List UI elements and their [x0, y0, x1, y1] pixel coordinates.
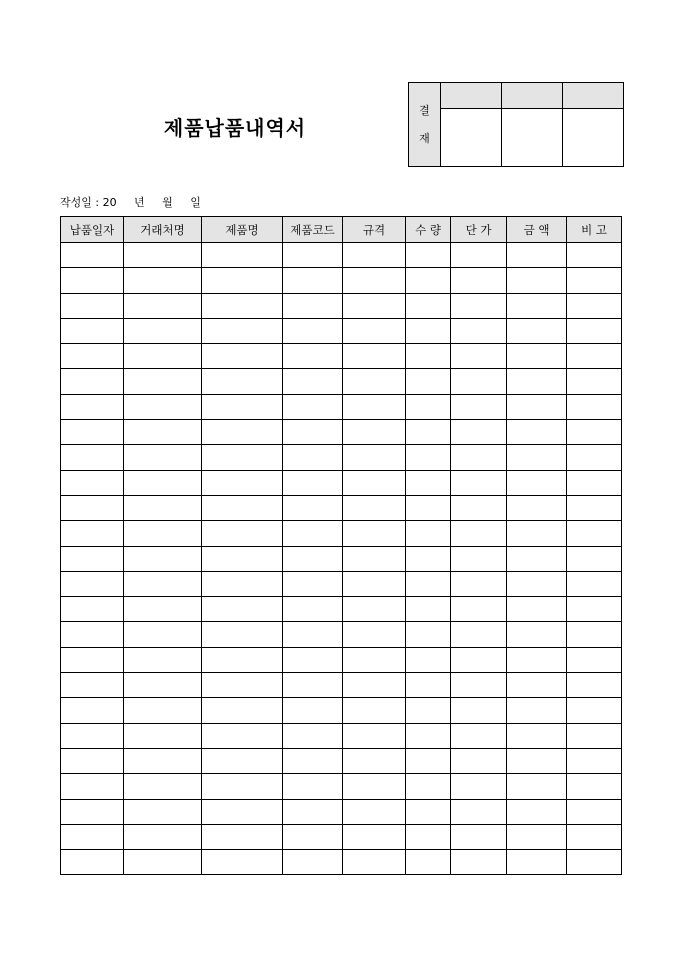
table-cell[interactable]	[567, 293, 622, 318]
table-cell[interactable]	[343, 723, 406, 748]
table-row	[61, 597, 622, 622]
table-cell[interactable]	[61, 673, 124, 698]
table-cell[interactable]	[343, 420, 406, 445]
table-cell[interactable]	[507, 394, 567, 419]
table-row	[61, 495, 622, 520]
table-cell[interactable]	[343, 268, 406, 293]
table-cell[interactable]	[567, 546, 622, 571]
table-cell[interactable]	[61, 850, 124, 875]
table-cell[interactable]	[283, 824, 343, 849]
table-cell[interactable]	[124, 622, 202, 647]
table-cell[interactable]	[202, 318, 283, 343]
table-cell[interactable]	[343, 470, 406, 495]
table-header-row	[61, 217, 622, 243]
table-cell[interactable]	[507, 318, 567, 343]
table-cell[interactable]	[567, 470, 622, 495]
table-cell[interactable]	[343, 293, 406, 318]
table-cell[interactable]	[507, 420, 567, 445]
approval-header-cell	[563, 83, 624, 109]
table-cell[interactable]	[61, 344, 124, 369]
table-cell[interactable]	[283, 521, 343, 546]
table-cell[interactable]	[451, 318, 507, 343]
table-row	[61, 850, 622, 875]
table-cell[interactable]	[61, 622, 124, 647]
table-cell[interactable]	[61, 420, 124, 445]
table-cell[interactable]	[343, 571, 406, 596]
table-cell[interactable]	[451, 673, 507, 698]
table-row	[61, 774, 622, 799]
table-cell[interactable]	[507, 344, 567, 369]
table-cell[interactable]	[451, 268, 507, 293]
table-cell[interactable]	[283, 597, 343, 622]
table-cell[interactable]	[202, 293, 283, 318]
table-cell[interactable]	[406, 420, 451, 445]
table-cell[interactable]	[202, 774, 283, 799]
table-cell[interactable]	[406, 622, 451, 647]
table-cell[interactable]	[124, 420, 202, 445]
table-cell[interactable]	[343, 622, 406, 647]
column-header-delivery-date: 납품일자	[61, 217, 124, 243]
table-cell[interactable]	[61, 293, 124, 318]
table-cell[interactable]	[343, 673, 406, 698]
table-cell[interactable]	[283, 445, 343, 470]
table-cell[interactable]	[451, 647, 507, 672]
table-cell[interactable]	[202, 344, 283, 369]
table-cell[interactable]	[451, 571, 507, 596]
table-cell[interactable]	[202, 521, 283, 546]
table-cell[interactable]	[124, 597, 202, 622]
table-cell[interactable]	[61, 774, 124, 799]
table-cell[interactable]	[406, 824, 451, 849]
table-row	[61, 698, 622, 723]
table-cell[interactable]	[61, 268, 124, 293]
table-cell[interactable]	[406, 445, 451, 470]
table-cell[interactable]	[406, 546, 451, 571]
table-cell[interactable]	[61, 470, 124, 495]
table-cell[interactable]	[451, 748, 507, 773]
table-row	[61, 318, 622, 343]
table-cell[interactable]	[343, 647, 406, 672]
table-cell[interactable]	[406, 394, 451, 419]
table-cell[interactable]	[124, 698, 202, 723]
table-cell[interactable]	[124, 344, 202, 369]
table-cell[interactable]	[343, 369, 406, 394]
table-cell[interactable]	[202, 420, 283, 445]
table-cell[interactable]	[124, 521, 202, 546]
table-cell[interactable]	[507, 369, 567, 394]
table-cell[interactable]	[507, 293, 567, 318]
table-cell[interactable]	[124, 470, 202, 495]
table-cell[interactable]	[202, 445, 283, 470]
table-row	[61, 369, 622, 394]
table-cell[interactable]	[567, 774, 622, 799]
table-cell[interactable]	[61, 723, 124, 748]
table-cell[interactable]	[283, 318, 343, 343]
table-cell[interactable]	[567, 344, 622, 369]
table-cell[interactable]	[507, 723, 567, 748]
table-cell[interactable]	[61, 571, 124, 596]
table-row	[61, 647, 622, 672]
table-cell[interactable]	[343, 318, 406, 343]
table-cell[interactable]	[61, 318, 124, 343]
table-cell[interactable]	[406, 647, 451, 672]
table-cell[interactable]	[124, 850, 202, 875]
table-cell[interactable]	[343, 597, 406, 622]
table-cell[interactable]	[283, 546, 343, 571]
table-cell[interactable]	[451, 799, 507, 824]
table-cell[interactable]	[283, 243, 343, 268]
table-cell[interactable]	[451, 546, 507, 571]
table-cell[interactable]	[567, 495, 622, 520]
table-cell[interactable]	[343, 824, 406, 849]
table-cell[interactable]	[567, 799, 622, 824]
table-cell[interactable]	[406, 723, 451, 748]
table-row	[61, 470, 622, 495]
table-cell[interactable]	[567, 647, 622, 672]
table-cell[interactable]	[124, 748, 202, 773]
table-cell[interactable]	[451, 521, 507, 546]
table-cell[interactable]	[567, 723, 622, 748]
table-cell[interactable]	[567, 243, 622, 268]
table-cell[interactable]	[202, 824, 283, 849]
table-cell[interactable]	[451, 495, 507, 520]
column-header-spec: 규격	[343, 217, 406, 243]
table-cell[interactable]	[283, 394, 343, 419]
table-cell[interactable]	[567, 824, 622, 849]
table-cell[interactable]	[507, 470, 567, 495]
table-cell[interactable]	[451, 850, 507, 875]
table-cell[interactable]	[61, 369, 124, 394]
table-cell[interactable]	[343, 344, 406, 369]
table-cell[interactable]	[283, 293, 343, 318]
table-cell[interactable]	[451, 293, 507, 318]
table-cell[interactable]	[451, 344, 507, 369]
table-cell[interactable]	[406, 268, 451, 293]
table-cell[interactable]	[343, 546, 406, 571]
table-cell[interactable]	[507, 774, 567, 799]
table-row	[61, 394, 622, 419]
table-cell[interactable]	[124, 774, 202, 799]
table-cell[interactable]	[283, 850, 343, 875]
table-cell[interactable]	[283, 420, 343, 445]
table-cell[interactable]	[451, 774, 507, 799]
table-cell[interactable]	[202, 369, 283, 394]
table-cell[interactable]	[507, 243, 567, 268]
table-cell[interactable]	[567, 850, 622, 875]
table-cell[interactable]	[283, 470, 343, 495]
table-cell[interactable]	[451, 394, 507, 419]
table-cell[interactable]	[343, 774, 406, 799]
table-cell[interactable]	[507, 445, 567, 470]
table-cell[interactable]	[283, 571, 343, 596]
table-cell[interactable]	[567, 318, 622, 343]
table-cell[interactable]	[507, 597, 567, 622]
table-cell[interactable]	[451, 420, 507, 445]
table-cell[interactable]	[406, 597, 451, 622]
table-cell[interactable]	[124, 824, 202, 849]
table-cell[interactable]	[124, 243, 202, 268]
table-cell[interactable]	[61, 647, 124, 672]
table-cell[interactable]	[202, 647, 283, 672]
table-cell[interactable]	[124, 394, 202, 419]
table-cell[interactable]	[124, 369, 202, 394]
table-cell[interactable]	[406, 673, 451, 698]
table-cell[interactable]	[507, 268, 567, 293]
table-cell[interactable]	[406, 799, 451, 824]
table-cell[interactable]	[343, 799, 406, 824]
table-cell[interactable]	[202, 597, 283, 622]
table-cell[interactable]	[202, 546, 283, 571]
table-cell[interactable]	[451, 470, 507, 495]
table-cell[interactable]	[202, 495, 283, 520]
table-cell[interactable]	[507, 673, 567, 698]
table-cell[interactable]	[451, 824, 507, 849]
table-cell[interactable]	[283, 495, 343, 520]
table-row	[61, 799, 622, 824]
table-cell[interactable]	[283, 369, 343, 394]
table-cell[interactable]	[202, 622, 283, 647]
table-cell[interactable]	[507, 748, 567, 773]
table-cell[interactable]	[507, 647, 567, 672]
table-row	[61, 673, 622, 698]
column-header-amount: 금 액	[507, 217, 567, 243]
table-cell[interactable]	[406, 521, 451, 546]
table-cell[interactable]	[343, 243, 406, 268]
table-cell[interactable]	[451, 698, 507, 723]
table-cell[interactable]	[343, 698, 406, 723]
table-cell[interactable]	[451, 369, 507, 394]
table-row	[61, 243, 622, 268]
table-row	[61, 420, 622, 445]
table-cell[interactable]	[202, 748, 283, 773]
table-cell[interactable]	[283, 748, 343, 773]
table-cell[interactable]	[406, 318, 451, 343]
table-row	[61, 344, 622, 369]
table-cell[interactable]	[343, 394, 406, 419]
table-cell[interactable]	[124, 495, 202, 520]
table-cell[interactable]	[61, 748, 124, 773]
table-cell[interactable]	[124, 799, 202, 824]
table-row	[61, 268, 622, 293]
table-cell[interactable]	[406, 774, 451, 799]
table-cell[interactable]	[567, 394, 622, 419]
table-cell[interactable]	[61, 243, 124, 268]
table-cell[interactable]	[202, 243, 283, 268]
table-cell[interactable]	[61, 799, 124, 824]
table-cell[interactable]	[283, 647, 343, 672]
table-cell[interactable]	[343, 445, 406, 470]
table-row	[61, 622, 622, 647]
document-title: 제품납품내역서	[163, 116, 307, 140]
table-row	[61, 571, 622, 596]
table-cell[interactable]	[202, 673, 283, 698]
table-row	[61, 723, 622, 748]
table-cell[interactable]	[406, 571, 451, 596]
delivery-table	[60, 216, 622, 875]
table-cell[interactable]	[283, 622, 343, 647]
table-cell[interactable]	[61, 394, 124, 419]
approval-header-cell	[502, 83, 563, 109]
table-cell[interactable]	[451, 243, 507, 268]
table-cell[interactable]	[567, 673, 622, 698]
approval-label	[409, 83, 441, 167]
table-body	[61, 243, 622, 875]
approval-label-bottom: 재	[419, 131, 430, 145]
approval-box	[408, 82, 624, 167]
table-cell[interactable]	[451, 597, 507, 622]
column-header-product-name: 제품명	[202, 217, 283, 243]
table-cell[interactable]	[283, 673, 343, 698]
table-cell[interactable]	[124, 673, 202, 698]
table-cell[interactable]	[406, 344, 451, 369]
table-cell[interactable]	[567, 369, 622, 394]
column-header-remarks: 비 고	[567, 217, 622, 243]
column-header-quantity: 수 량	[406, 217, 451, 243]
table-cell[interactable]	[507, 495, 567, 520]
table-cell[interactable]	[507, 622, 567, 647]
table-cell[interactable]	[61, 445, 124, 470]
table-cell[interactable]	[567, 420, 622, 445]
table-cell[interactable]	[202, 268, 283, 293]
table-cell[interactable]	[406, 243, 451, 268]
table-cell[interactable]	[507, 850, 567, 875]
approval-sign-cell[interactable]	[441, 109, 502, 167]
table-cell[interactable]	[507, 546, 567, 571]
table-cell[interactable]	[202, 723, 283, 748]
date-line: 작성일 : 20 년 월 일	[60, 196, 201, 209]
table-cell[interactable]	[283, 268, 343, 293]
approval-sign-cell[interactable]	[563, 109, 624, 167]
table-cell[interactable]	[124, 445, 202, 470]
table-cell[interactable]	[124, 318, 202, 343]
table-cell[interactable]	[567, 268, 622, 293]
table-cell[interactable]	[567, 521, 622, 546]
table-row	[61, 748, 622, 773]
table-cell[interactable]	[406, 850, 451, 875]
table-cell[interactable]	[283, 774, 343, 799]
table-cell[interactable]	[451, 445, 507, 470]
table-cell[interactable]	[202, 394, 283, 419]
table-row	[61, 521, 622, 546]
table-cell[interactable]	[507, 521, 567, 546]
table-cell[interactable]	[507, 571, 567, 596]
table-cell[interactable]	[406, 698, 451, 723]
table-cell[interactable]	[283, 698, 343, 723]
table-row	[61, 824, 622, 849]
table-cell[interactable]	[343, 495, 406, 520]
table-cell[interactable]	[406, 369, 451, 394]
approval-label-top: 결	[419, 103, 430, 117]
table-cell[interactable]	[124, 571, 202, 596]
table-cell[interactable]	[406, 470, 451, 495]
table-cell[interactable]	[507, 799, 567, 824]
table-cell[interactable]	[567, 445, 622, 470]
table-row	[61, 445, 622, 470]
table-cell[interactable]	[202, 470, 283, 495]
table-cell[interactable]	[124, 293, 202, 318]
table-cell[interactable]	[451, 622, 507, 647]
table-cell[interactable]	[567, 571, 622, 596]
table-cell[interactable]	[507, 698, 567, 723]
table-cell[interactable]	[406, 495, 451, 520]
table-cell[interactable]	[283, 723, 343, 748]
column-header-product-code: 제품코드	[283, 217, 343, 243]
column-header-client-name: 거래처명	[124, 217, 202, 243]
table-cell[interactable]	[283, 344, 343, 369]
table-cell[interactable]	[343, 850, 406, 875]
table-cell[interactable]	[507, 824, 567, 849]
table-cell[interactable]	[202, 799, 283, 824]
table-cell[interactable]	[406, 748, 451, 773]
table-cell[interactable]	[567, 698, 622, 723]
table-cell[interactable]	[61, 521, 124, 546]
table-cell[interactable]	[343, 521, 406, 546]
table-cell[interactable]	[124, 268, 202, 293]
table-cell[interactable]	[567, 597, 622, 622]
table-cell[interactable]	[61, 546, 124, 571]
table-cell[interactable]	[124, 546, 202, 571]
table-cell[interactable]	[451, 723, 507, 748]
table-cell[interactable]	[61, 495, 124, 520]
table-cell[interactable]	[124, 723, 202, 748]
table-cell[interactable]	[61, 824, 124, 849]
table-cell[interactable]	[202, 571, 283, 596]
table-cell[interactable]	[567, 622, 622, 647]
table-row	[61, 293, 622, 318]
table-cell[interactable]	[406, 293, 451, 318]
table-cell[interactable]	[567, 748, 622, 773]
table-cell[interactable]	[61, 698, 124, 723]
table-cell[interactable]	[283, 799, 343, 824]
approval-header-cell	[441, 83, 502, 109]
table-cell[interactable]	[343, 748, 406, 773]
table-cell[interactable]	[124, 647, 202, 672]
table-cell[interactable]	[61, 597, 124, 622]
table-cell[interactable]	[202, 850, 283, 875]
table-row	[61, 546, 622, 571]
column-header-unit-price: 단 가	[451, 217, 507, 243]
table-cell[interactable]	[202, 698, 283, 723]
approval-sign-cell[interactable]	[502, 109, 563, 167]
